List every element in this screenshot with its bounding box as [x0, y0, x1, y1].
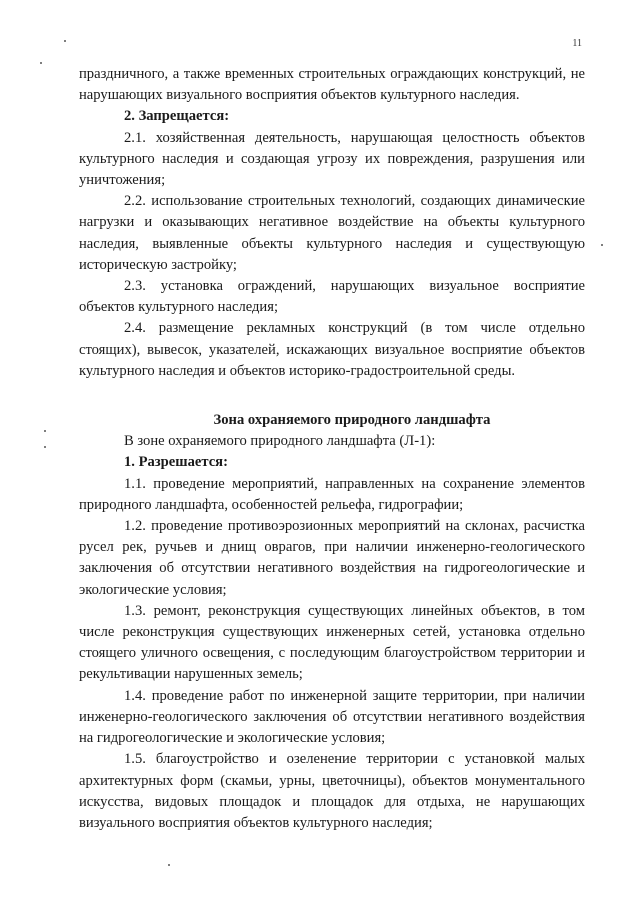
scan-speck — [601, 244, 603, 246]
list-item-1-3: 1.3. ремонт, реконструкция существующих линейных объектов, в том числе реконструкция существующих инженерных сетей, установка отдельно стоящего уличного освещения, с последующим благоустройством территории и рекультивации нарушенных земель; — [79, 602, 585, 683]
paragraph-continuation: праздничного, а также временных строительных ограждающих конструкций, не нарушающих визуального восприятия объектов культурного наследия. — [79, 66, 585, 104]
list-item-2-4: 2.4. размещение рекламных конструкций (в том числе отдельно стоящих), вывесок, указателей, искажающих визуальное восприятие объектов культурного наследия и объектов историко-градостроительной среды. — [79, 320, 585, 379]
section-heading-allowed: 1. Разрешается: — [124, 454, 228, 471]
list-item-1-4: 1.4. проведение работ по инженерной защите территории, при наличии инженерно-геологического заключения об отсутствии негативного воздействия на гидрогеологические и экологические условия; — [79, 687, 585, 747]
scan-speck — [44, 430, 46, 432]
scan-speck — [64, 40, 66, 42]
list-item-2-1: 2.1. хозяйственная деятельность, нарушающая целостность объектов культурного наследия и создающая угрозу их повреждения, разрушения или уничтожения; — [79, 129, 585, 189]
scan-speck — [40, 62, 42, 64]
scan-speck — [44, 446, 46, 448]
scan-speck — [168, 864, 170, 866]
page-number: 11 — [572, 38, 582, 49]
list-item-1-5: 1.5. благоустройство и озеленение территории с установкой малых архитектурных форм (скамьи, урны, цветочницы), объектов монументального искусства, видовых площадок и площадок для отдыха, не нарушающих визуального восприятия объектов культурного наследия; — [79, 751, 585, 831]
list-item-1-1: 1.1. проведение мероприятий, направленных на сохранение элементов природного ландшафта, особенностей рельефа, гидрографии; — [79, 475, 585, 513]
list-item-1-2: 1.2. проведение противоэрозионных мероприятий на склонах, расчистка русел рек, ручьев и днищ оврагов, при наличии инженерно-геологического заключения об отсутствии негативного воздействия на гидрогеологические и экологические условия; — [79, 518, 585, 598]
list-item-2-3: 2.3. установка ограждений, нарушающих визуальное восприятие объектов культурного наследия; — [79, 278, 585, 316]
section-heading-prohibited: 2. Запрещается: — [124, 108, 230, 125]
zone-heading: Зона охраняемого природного ландшафта — [213, 412, 491, 429]
zone-intro: В зоне охраняемого природного ландшафта (Л-1): — [124, 433, 436, 450]
document-body — [79, 64, 585, 834]
list-item-2-2: 2.2. использование строительных технологий, создающих динамические нагрузки и оказывающих негативное воздействие на объекты культурного наследия, выявленные объекты культурного наследия и существующую историческую застройку; — [79, 193, 585, 273]
